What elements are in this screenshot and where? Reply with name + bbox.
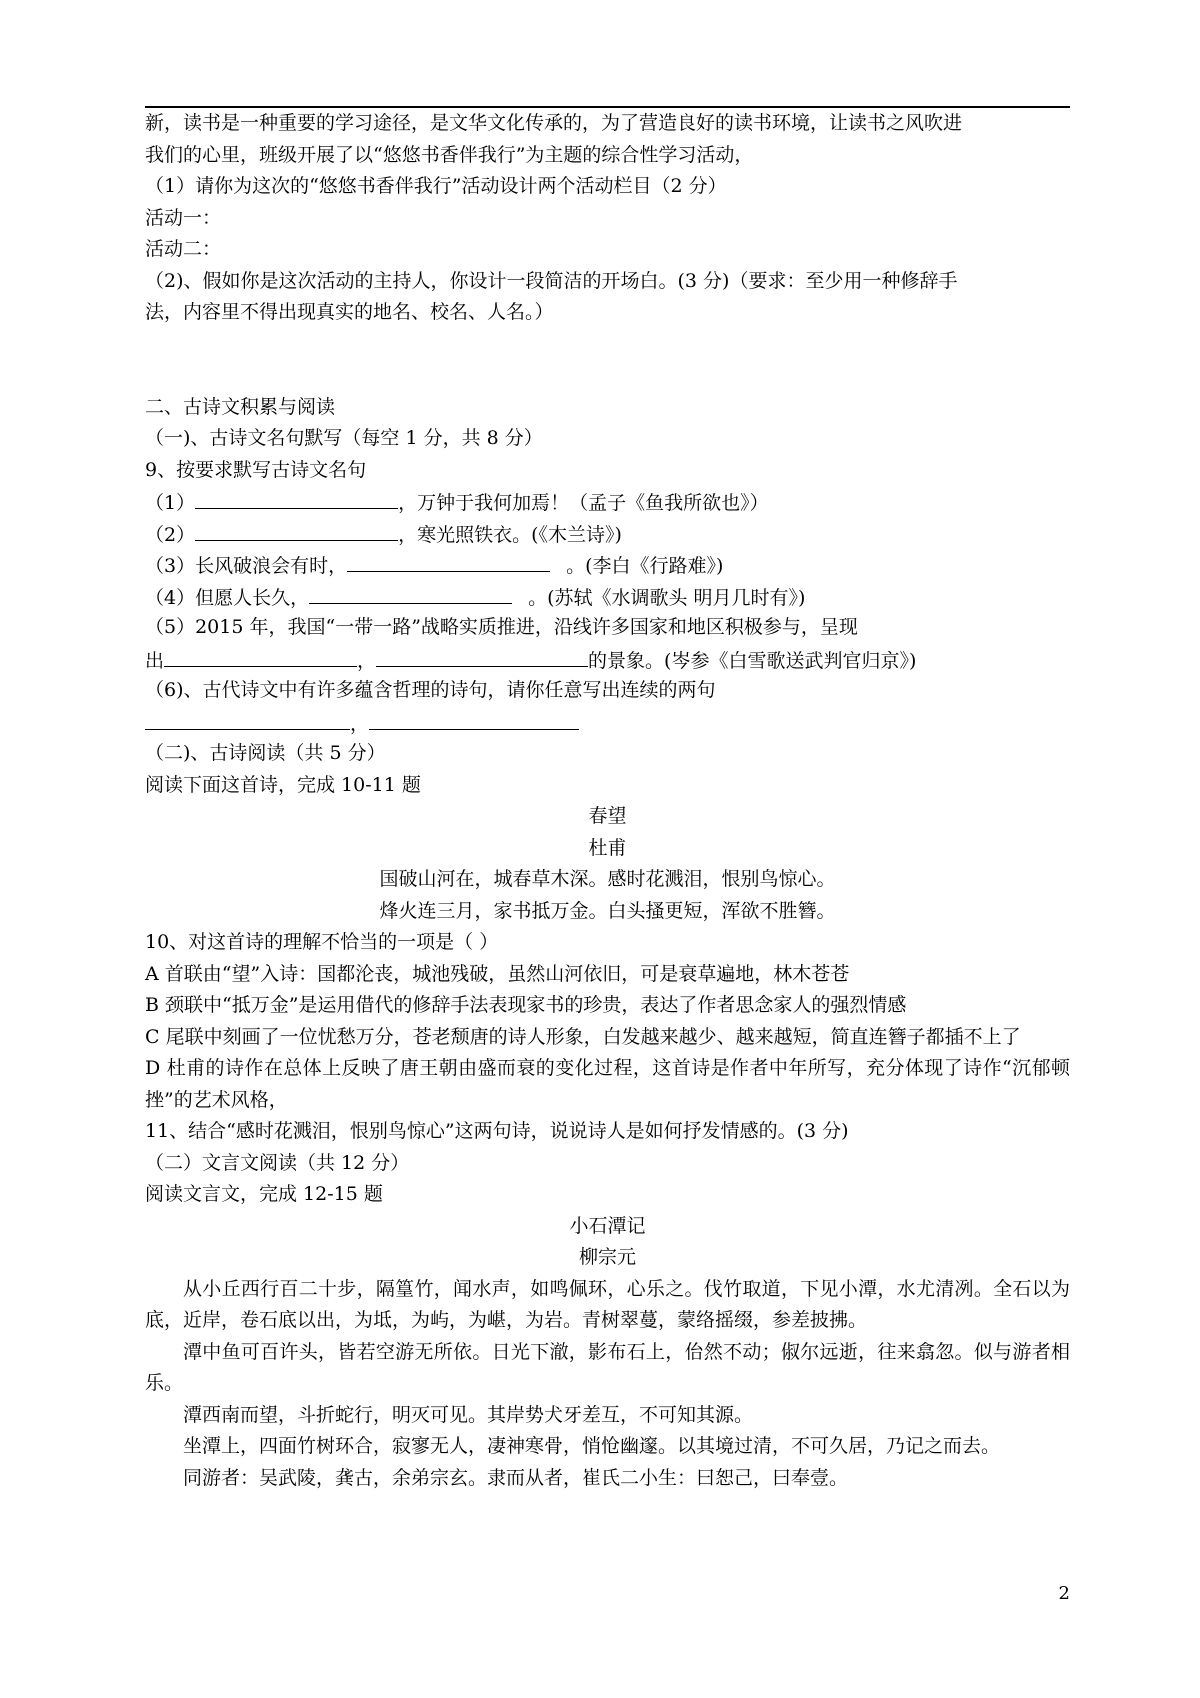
answer-space xyxy=(145,329,1070,392)
item-prefix: （1） xyxy=(145,492,196,514)
item-suffix: 。(李白《行路难》) xyxy=(566,555,724,577)
fill-item-3 xyxy=(145,549,1070,581)
item-prefix: （3）长风破浪会有时， xyxy=(145,555,348,577)
fill-item-4 xyxy=(145,581,1070,613)
reading-instruction: 阅读下面这首诗，完成 10-11 题 xyxy=(145,773,421,796)
answer-blank[interactable] xyxy=(164,644,357,667)
activity-two: 活动二： xyxy=(145,238,222,260)
answer-blank[interactable] xyxy=(195,518,398,541)
option-d: D 杜甫的诗作在总体上反映了唐王朝由盛而衰的变化过程，这首诗是作者中年所写，充分体现了诗作“沉郁顿挫”的艺术风格， xyxy=(145,1057,1070,1111)
subsection-title: （二)、古诗阅读（共 5 分） xyxy=(145,742,386,764)
poem-title: 春望 xyxy=(588,805,627,827)
answer-blank[interactable] xyxy=(195,486,398,509)
intro-line: 我们的心里，班级开展了以“悠悠书香伴我行”为主题的综合性学习活动， xyxy=(145,143,754,166)
item-prefix: 出 xyxy=(145,649,165,672)
fill-item-1 xyxy=(145,486,1070,518)
item-separator: ， xyxy=(350,712,370,735)
item-suffix: ，万钟于我何加焉！（孟子《鱼我所欲也》） xyxy=(398,492,769,514)
fill-item-2 xyxy=(145,518,1070,550)
reading-instruction: 阅读文言文，完成 12-15 题 xyxy=(145,1183,383,1205)
option-a: A 首联由“望”入诗：国都沦丧，城池残破，虽然山河依旧，可是衰草遍地，林木苍苍 xyxy=(145,962,850,985)
answer-blank[interactable] xyxy=(309,581,512,604)
prose-title: 小石潭记 xyxy=(569,1214,646,1237)
question-1: （1）请你为这次的“悠悠书香伴我行”活动设计两个活动栏目（2 分） xyxy=(145,175,727,197)
section-title: 二、古诗文积累与阅读 xyxy=(145,395,336,418)
document-body xyxy=(145,108,1070,1494)
item-prefix: （2） xyxy=(145,523,196,546)
prose-paragraph: 坐潭上，四面竹树环合，寂寥无人，凄神寒骨，悄怆幽邃。以其境过清，不可久居，乃记之而去。 xyxy=(183,1435,1001,1457)
poem-author: 杜甫 xyxy=(588,836,627,859)
answer-blank[interactable] xyxy=(347,549,550,572)
activity-one: 活动一： xyxy=(145,206,222,229)
option-c: C 尾联中刻画了一位忧愁万分，苍老颓唐的诗人形象，白发越来越少、越来越短，简直连簪子都插不上了 xyxy=(145,1025,1021,1048)
question-2-cont: 法，内容里不得出现真实的地名、校名、人名。） xyxy=(145,301,554,323)
question-10: 10、对这首诗的理解不恰当的一项是（ ） xyxy=(145,931,499,953)
fill-item-6: （6)、古代诗文中有许多蕴含哲理的诗句，请你任意写出连续的两句 xyxy=(145,679,716,701)
page-number: 2 xyxy=(1058,1583,1070,1604)
item-suffix: ，寒光照铁衣。(《木兰诗》) xyxy=(398,523,622,546)
question-9: 9、按要求默写古诗文名句 xyxy=(145,458,367,481)
item-suffix: 的景象。(岑参《白雪歌送武判官归京》) xyxy=(588,649,917,672)
prose-paragraph: 从小丘西行百二十步，隔篁竹，闻水声，如鸣佩环，心乐之。伐竹取道，下见小潭，水尤清冽。全石以为底，近岸，卷石底以出，为坻，为屿，为嵁，为岩。青树翠蔓，蒙络摇缀，参差披拂。 xyxy=(145,1277,1070,1331)
poem-line: 烽火连三月，家书抵万金。白头搔更短，浑欲不胜簪。 xyxy=(379,899,836,922)
answer-blank[interactable] xyxy=(145,707,350,730)
option-b: B 颈联中“抵万金”是运用借代的修辞手法表现家书的珍贵，表达了作者思念家人的强烈情感 xyxy=(145,994,907,1016)
fill-item-5-cont xyxy=(145,644,1070,676)
fill-item-5: （5）2015 年，我国“一带一路”战略实质推进，沿线许多国家和地区积极参与，呈现 xyxy=(145,616,858,638)
subsection-title: （一)、古诗文名句默写（每空 1 分，共 8 分） xyxy=(145,427,543,449)
poem-line: 国破山河在，城春草木深。感时花溅泪，恨别鸟惊心。 xyxy=(379,868,836,890)
item-suffix: 。(苏轼《水调歌头 明月几时有》) xyxy=(528,586,806,609)
prose-paragraph: 潭中鱼可百许头，皆若空游无所依。日光下澈，影布石上，佁然不动；俶尔远逝，往来翕忽。似与游者相乐。 xyxy=(145,1340,1070,1394)
prose-paragraph: 潭西南而望，斗折蛇行，明灭可见。其岸势犬牙差互，不可知其源。 xyxy=(183,1403,754,1426)
subsection-title: （二）文言文阅读（共 12 分） xyxy=(145,1151,410,1174)
question-2: （2)、假如你是这次活动的主持人，你设计一段简洁的开场白。(3 分)（要求：至少用一种修辞手 xyxy=(145,269,958,292)
item-separator: ， xyxy=(357,649,377,672)
item-prefix: （4）但愿人长久， xyxy=(145,586,310,609)
intro-line: 新，读书是一种重要的学习途径，是文华文化传承的，为了营造良好的读书环境，让读书之风吹进 xyxy=(145,112,963,134)
answer-blank[interactable] xyxy=(369,707,579,730)
answer-blank[interactable] xyxy=(376,644,588,667)
fill-item-6-cont xyxy=(145,707,1070,739)
prose-paragraph: 同游者：吴武陵，龚古，余弟宗玄。隶而从者，崔氏二小生：曰恕己，曰奉壹。 xyxy=(183,1466,849,1489)
question-11: 11、结合“感时花溅泪，恨别鸟惊心”这两句诗，说说诗人是如何抒发情感的。(3 分) xyxy=(145,1120,849,1142)
prose-author: 柳宗元 xyxy=(578,1246,636,1268)
